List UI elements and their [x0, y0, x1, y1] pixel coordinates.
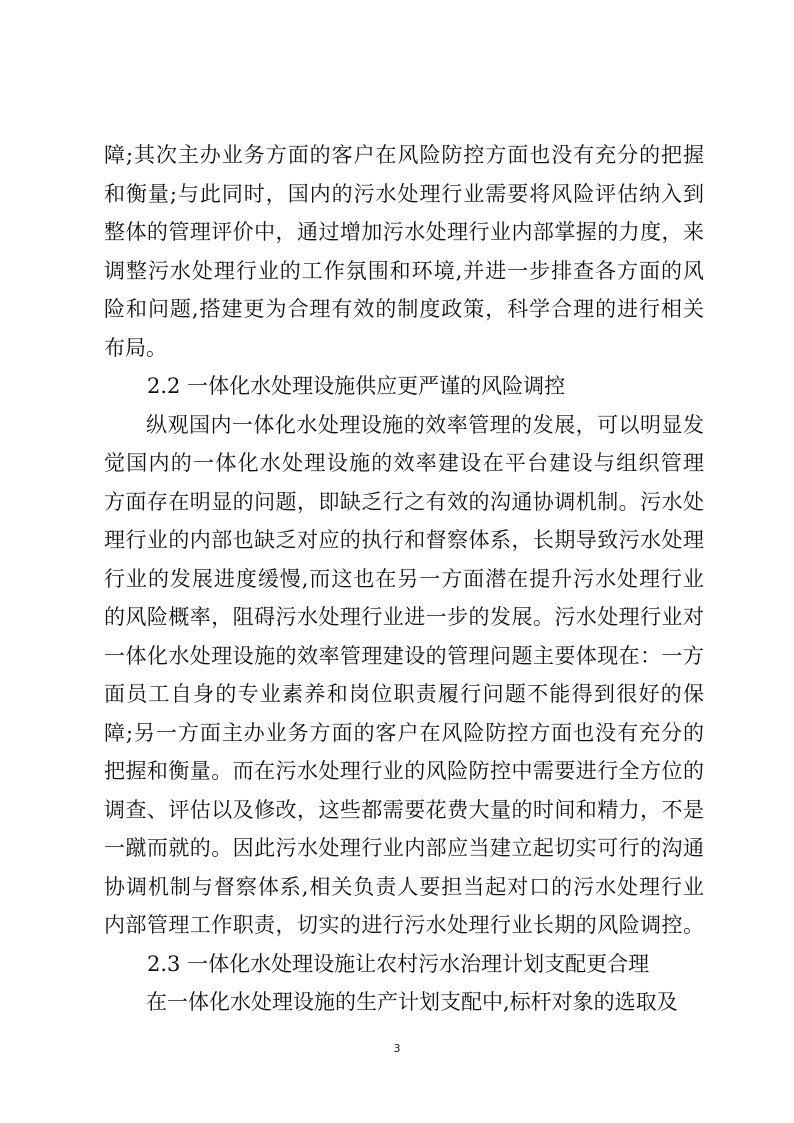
body-text-line: 协调机制与督察体系,相关负责人要担当起对口的污水处理行业	[104, 875, 704, 899]
body-text-line: 一体化水处理设施的效率管理建设的管理问题主要体现在：一方	[104, 644, 704, 668]
body-text-line: 理行业的内部也缺乏对应的执行和督察体系，长期导致污水处理	[104, 528, 704, 552]
body-text-line: 调查、评估以及修改，这些都需要花费大量的时间和精力，不是	[104, 798, 704, 822]
body-text-line: 调整污水处理行业的工作氛围和环境,并进一步排查各方面的风	[104, 259, 704, 283]
body-text-line: 障;其次主办业务方面的客户在风险防控方面也没有充分的把握	[104, 143, 704, 167]
body-text-line: 行业的发展进度缓慢,而这也在另一方面潜在提升污水处理行业	[104, 567, 704, 591]
body-text-line: 障;另一方面主办业务方面的客户在风险防控方面也没有充分的	[104, 721, 704, 745]
section-heading-2-2: 2.2 一体化水处理设施供应更严谨的风险调控	[147, 374, 566, 398]
body-text-line: 险和问题,搭建更为合理有效的制度政策，科学合理的进行相关	[104, 297, 704, 321]
body-text-line: 方面存在明显的问题，即缺乏行之有效的沟通协调机制。污水处	[104, 490, 704, 514]
body-text-line: 的风险概率，阻碍污水处理行业进一步的发展。污水处理行业对	[104, 605, 704, 629]
page-number: 3	[393, 1042, 401, 1055]
body-text-line: 觉国内的一体化水处理设施的效率建设在平台建设与组织管理	[104, 451, 704, 475]
body-text-line: 把握和衡量。而在污水处理行业的风险防控中需要进行全方位的	[104, 759, 704, 783]
body-text-line: 面员工自身的专业素养和岗位职责履行问题不能得到很好的保	[104, 682, 704, 706]
section-heading-2-3: 2.3 一体化水处理设施让农村污水治理计划支配更合理	[147, 952, 650, 976]
body-text-line: 内部管理工作职责，切实的进行污水处理行业长期的风险调控。	[104, 913, 704, 937]
body-text-line: 布局。	[104, 336, 167, 360]
body-text-line: 整体的管理评价中，通过增加污水处理行业内部掌握的力度，来	[104, 220, 704, 244]
body-text-line: 和衡量;与此同时，国内的污水处理行业需要将风险评估纳入到	[104, 182, 704, 206]
body-text-line: 一蹴而就的。因此污水处理行业内部应当建立起切实可行的沟通	[104, 836, 704, 860]
body-text-line: 在一体化水处理设施的生产计划支配中,标杆对象的选取及	[146, 990, 678, 1014]
body-text-line: 纵观国内一体化水处理设施的效率管理的发展，可以明显发	[146, 413, 704, 437]
